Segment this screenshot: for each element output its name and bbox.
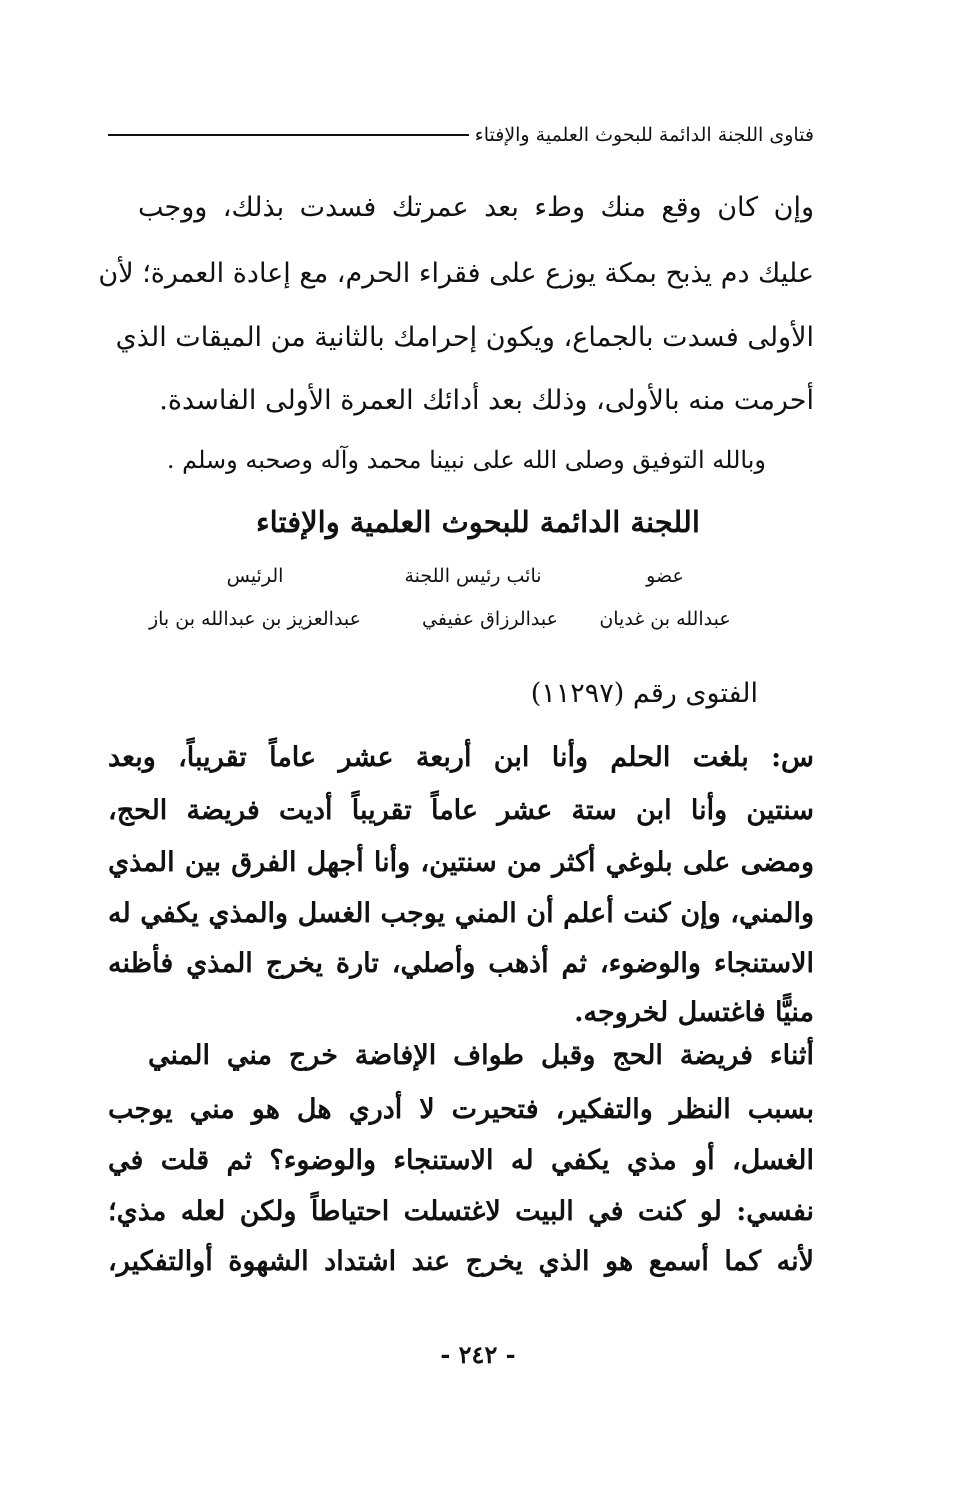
- question-line: سنتين وأنا ابن ستة عشر عاماً تقريباً أديت فريضة الحج،: [108, 795, 814, 826]
- question-line: ومضى على بلوغي أكثر من سنتين، وأنا أجهل الفرق بين المذي: [108, 847, 814, 878]
- member-name: عبدالله بن غديان: [599, 608, 731, 630]
- question-line: أثناء فريضة الحج وقبل طواف الإفاضة خرج مني المني: [148, 1040, 814, 1071]
- vice-chairman-name: عبدالرزاق عفيفي: [422, 608, 558, 630]
- role-vice-chairman: نائب رئيس اللجنة: [404, 565, 542, 587]
- answer-line: عليك دم يذبح بمكة يوزع على فقراء الحرم، مع إعادة العمرة؛ لأن: [98, 258, 814, 289]
- answer-line: أحرمت منه بالأولى، وذلك بعد أدائك العمرة الأولى الفاسدة.: [159, 385, 814, 416]
- page-number: - ٢٤٢ -: [440, 1340, 516, 1369]
- closing-line: وبالله التوفيق وصلى الله على نبينا محمد وآله وصحبه وسلم .: [166, 446, 766, 474]
- question-line: منيًّا فاغتسل لخروجه.: [574, 997, 814, 1028]
- running-header: [108, 120, 814, 150]
- role-member: عضو: [646, 565, 684, 587]
- question-line: بسبب النظر والتفكير، فتحيرت لا أدري هل هو مني يوجب: [108, 1094, 814, 1125]
- header-rule: [108, 134, 469, 136]
- chairman-name: عبدالعزيز بن عبدالله بن باز: [148, 608, 362, 630]
- question-line: الغسل، أو مذي يكفي له الاستنجاء والوضوء؟ ثم قلت في: [108, 1145, 814, 1176]
- answer-line: الأولى فسدت بالجماع، ويكون إحرامك بالثانية من الميقات الذي: [115, 322, 814, 353]
- role-chairman: الرئيس: [226, 565, 284, 587]
- question-line: والمني، وإن كنت أعلم أن المني يوجب الغسل والمذي يكفي له: [108, 898, 814, 929]
- signature-names: [0, 608, 956, 636]
- question-line: الاستنجاء والوضوء، ثم أذهب وأصلي، تارة يخرج المذي فأظنه: [108, 948, 814, 979]
- answer-line: وإن كان وقع منك وطء بعد عمرتك فسدت بذلك، ووجب: [138, 192, 814, 223]
- fatwa-number: الفتوى رقم (١١٢٩٧): [530, 678, 758, 709]
- question-line: لأنه كما أسمع هو الذي يخرج عند اشتداد الشهوة أوالتفكير،: [108, 1246, 814, 1277]
- committee-name: اللجنة الدائمة للبحوث العلمية والإفتاء: [256, 505, 700, 539]
- question-line: نفسي: لو كنت في البيت لاغتسلت احتياطاً ولكن لعله مذي؛: [108, 1196, 814, 1227]
- header-title: فتاوى اللجنة الدائمة للبحوث العلمية والإفتاء: [474, 124, 814, 146]
- signature-roles: [0, 565, 956, 593]
- question-line: س: بلغت الحلم وأنا ابن أربعة عشر عاماً تقريباً، وبعد: [108, 742, 814, 773]
